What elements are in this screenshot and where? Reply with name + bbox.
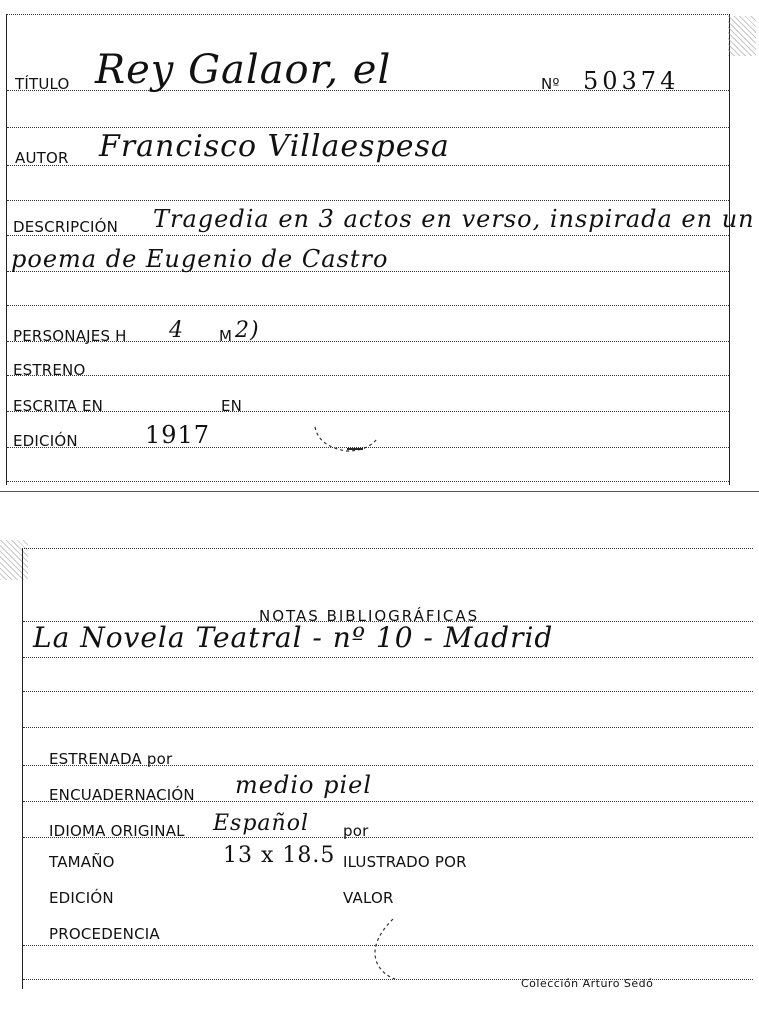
idioma-value: Español: [213, 811, 309, 836]
encuadernacion-label: ENCUADERNACIÓN: [49, 786, 195, 804]
ilustrado-label: ILUSTRADO POR: [343, 853, 467, 871]
edicion-value: 1917: [145, 421, 211, 449]
notas-value: La Novela Teatral - nº 10 - Madrid: [33, 621, 554, 654]
personajes-label: PERSONAJES H: [13, 327, 127, 345]
rule: [23, 727, 753, 728]
rule-estreno: [7, 375, 729, 376]
notas-title: NOTAS BIBLIOGRÁFICAS: [259, 607, 480, 625]
edicion-label: EDICIÓN: [49, 889, 114, 907]
procedencia-label: PROCEDENCIA: [49, 925, 160, 943]
descripcion-line1: Tragedia en 3 actos en verso, inspirada en un: [153, 205, 755, 233]
titulo-value: Rey Galaor, el: [95, 47, 392, 93]
rule: [23, 691, 753, 692]
numero-value: 50374: [583, 67, 680, 95]
titulo-label: TÍTULO: [15, 75, 70, 93]
estrenada-label: ESTRENADA por: [49, 750, 173, 768]
rule: [7, 127, 729, 128]
autor-label: AUTOR: [15, 149, 69, 167]
idioma-label: IDIOMA ORIGINAL: [49, 822, 185, 840]
numero-label: Nº: [541, 75, 560, 93]
tamano-value: 13 x 18.5: [223, 843, 336, 868]
stamp-mark-icon: [307, 407, 387, 463]
rule: [7, 481, 729, 482]
en-label: EN: [221, 397, 243, 415]
collection-footer: Colección Arturo Sedó: [521, 977, 654, 990]
tamano-label: TAMAÑO: [49, 853, 115, 871]
card-separator: [0, 491, 759, 492]
stamp-mark-icon: [363, 913, 413, 983]
catalog-card-top: [6, 14, 755, 485]
rule-autor: [7, 165, 729, 166]
escrita-en-label: ESCRITA EN: [13, 397, 104, 415]
rule: [7, 305, 729, 306]
estreno-label: ESTRENO: [13, 361, 86, 379]
rule: [7, 200, 729, 201]
valor-label: VALOR: [343, 889, 394, 907]
catalog-card-bottom: [22, 548, 753, 989]
encuadernacion-value: medio piel: [235, 771, 372, 799]
por-label: por: [343, 822, 369, 840]
autor-value: Francisco Villaespesa: [99, 129, 450, 164]
descripcion-label: DESCRIPCIÓN: [13, 218, 119, 236]
personajes-m-value: 2): [235, 318, 260, 343]
rule-notas-value: [23, 657, 753, 658]
edicion-label: EDICIÓN: [13, 432, 78, 450]
personajes-m-label: M: [219, 327, 233, 345]
personajes-h-value: 4: [169, 318, 184, 343]
descripcion-line2: poema de Eugenio de Castro: [11, 245, 389, 273]
paper-speck: [728, 16, 756, 56]
